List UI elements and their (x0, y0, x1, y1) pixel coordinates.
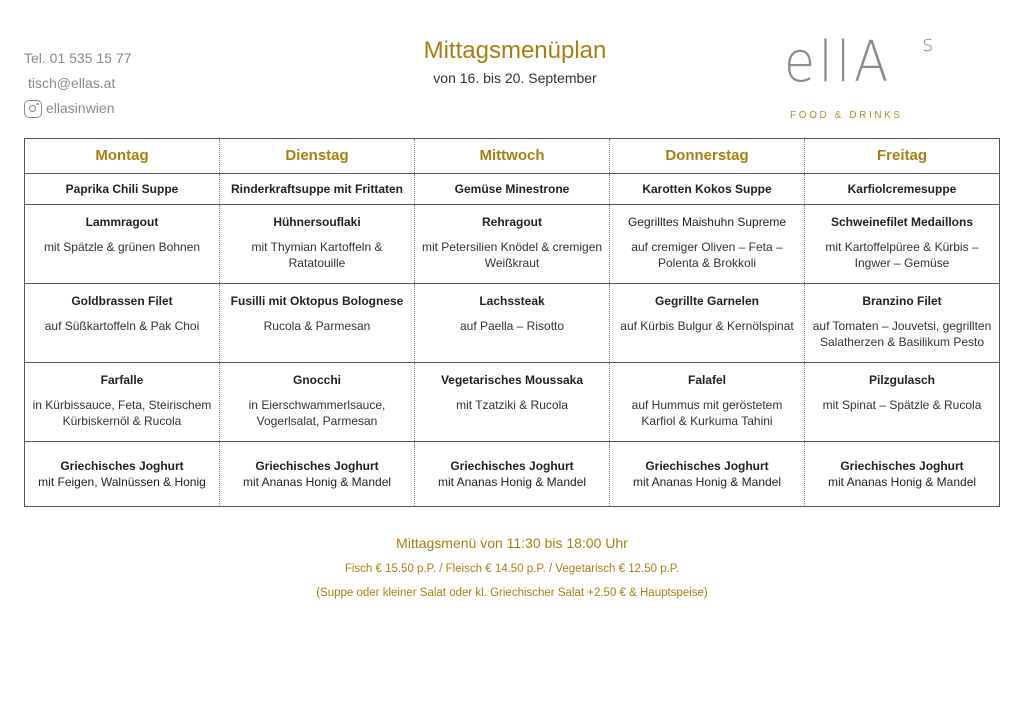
serving-hours: Mittagsmenü von 11:30 bis 18:00 Uhr (396, 535, 628, 551)
instagram-icon (24, 100, 42, 118)
dessert-description: mit Ananas Honig & Mandel (827, 475, 977, 489)
soup-cell: Karotten Kokos Suppe (610, 174, 805, 205)
dish-description: auf Paella – Risotto (459, 319, 565, 333)
dish-cell (220, 363, 415, 442)
dish-description: mit Spinat – Spätzle & Rucola (822, 398, 982, 412)
dish-cell (415, 284, 610, 363)
day-header-row (25, 139, 1000, 174)
dish-description: mit Tzatziki & Rucola (456, 398, 568, 412)
dish-cell (415, 205, 610, 284)
dish-cell (610, 284, 805, 363)
main-course-row (25, 284, 1000, 363)
dish-name: Rehragout (482, 215, 542, 229)
dish-description: auf Tomaten – Jouvetsi, gegrillten Salatherzen & Basilikum Pesto (812, 319, 992, 349)
dish-name: Gnocchi (292, 373, 341, 387)
dessert-name: Griechisches Joghurt (450, 459, 574, 473)
dish-description: mit Spätzle & grünen Bohnen (43, 240, 201, 254)
logo-tagline: FOOD & DRINKS (790, 110, 903, 121)
dish-description: in Kürbissauce, Feta, Steirischem Kürbiskernöl & Rucola (32, 398, 212, 428)
phone-number: Tel. 01 535 15 77 (24, 50, 132, 66)
contact-block (24, 46, 131, 121)
soup-cell: Rinderkraftsuppe mit Frittaten (220, 174, 415, 205)
dish-description: auf Süßkartoffeln & Pak Choi (44, 319, 200, 333)
dessert-name: Griechisches Joghurt (840, 459, 964, 473)
dish-cell (220, 284, 415, 363)
price-list: Fisch € 15.50 p.P. / Fleisch € 14.50 p.P. / Vegetarisch € 12.50 p.P. (344, 563, 680, 575)
dish-description: in Eierschwammerlsauce, Vogerlsalat, Parmesan (248, 398, 386, 428)
dessert-cell (25, 442, 220, 507)
dessert-name: Griechisches Joghurt (645, 459, 769, 473)
dish-cell (805, 284, 1000, 363)
dessert-cell (610, 442, 805, 507)
dessert-name: Griechisches Joghurt (60, 459, 184, 473)
dish-name: Goldbrassen Filet (71, 294, 173, 308)
dessert-description: mit Ananas Honig & Mandel (437, 475, 587, 489)
dish-description: Rucola & Parmesan (263, 319, 371, 333)
weekly-menu-table (24, 138, 1000, 507)
day-thursday: Donnerstag (610, 139, 805, 174)
dish-name: Pilzgulasch (868, 373, 936, 387)
ellas-logo (780, 28, 940, 128)
dessert-cell (220, 442, 415, 507)
date-range: von 16. bis 20. September (433, 70, 597, 86)
dish-name: Gegrilltes Maishuhn Supreme (627, 215, 787, 229)
dish-cell (610, 205, 805, 284)
dessert-cell (415, 442, 610, 507)
dish-cell (805, 205, 1000, 284)
dessert-name: Griechisches Joghurt (255, 459, 379, 473)
dish-name: Branzino Filet (862, 294, 942, 308)
dish-cell (415, 363, 610, 442)
logo-superscript: s (922, 32, 934, 57)
dish-cell (25, 284, 220, 363)
dish-description: mit Thymian Kartoffeln & Ratatouille (251, 240, 383, 270)
dish-description: mit Kartoffelpüree & Kürbis – Ingwer – Gemüse (825, 240, 979, 270)
main-course-row (25, 363, 1000, 442)
soup-row (25, 174, 1000, 205)
dish-name: Gegrillte Garnelen (654, 294, 760, 308)
page-title: Mittagsmenüplan (423, 37, 607, 64)
dish-cell (25, 363, 220, 442)
dish-name: Schweinefilet Medaillons (830, 215, 974, 229)
email-address: tisch@ellas.at (28, 75, 116, 91)
dish-cell (25, 205, 220, 284)
dish-cell (220, 205, 415, 284)
dish-name: Lachssteak (479, 294, 545, 308)
dish-name: Lammragout (85, 215, 159, 229)
dish-description: auf Kürbis Bulgur & Kernölspinat (620, 319, 794, 333)
dessert-cell (805, 442, 1000, 507)
dessert-description: mit Feigen, Walnüssen & Honig (38, 475, 206, 489)
dish-name: Vegetarisches Moussaka (440, 373, 584, 387)
menu-note: (Suppe oder kleiner Salat oder kl. Griechischer Salat +2.50 € & Hauptspeise) (316, 587, 708, 599)
dish-description: auf Hummus mit geröstetem Karfiol & Kurkuma Tahini (631, 398, 783, 428)
dish-name: Farfalle (100, 373, 144, 387)
day-wednesday: Mittwoch (415, 139, 610, 174)
dish-cell (610, 363, 805, 442)
instagram-row (24, 96, 131, 121)
dish-name: Fusilli mit Oktopus Bolognese (230, 294, 404, 308)
soup-cell: Gemüse Minestrone (415, 174, 610, 205)
day-tuesday: Dienstag (220, 139, 415, 174)
dish-name: Falafel (687, 373, 726, 387)
logo-wordmark: ellA (784, 30, 892, 95)
soup-cell: Karfiolcremesuppe (805, 174, 1000, 205)
day-monday: Montag (25, 139, 220, 174)
main-course-row (25, 205, 1000, 284)
title-block (340, 36, 690, 88)
dessert-description: mit Ananas Honig & Mandel (242, 475, 392, 489)
dessert-row (25, 442, 1000, 507)
soup-cell: Paprika Chili Suppe (25, 174, 220, 205)
dessert-description: mit Ananas Honig & Mandel (632, 475, 782, 489)
instagram-handle: ellasinwien (46, 100, 115, 116)
dish-description: mit Petersilien Knödel & cremigen Weißkraut (421, 240, 603, 270)
dish-description: auf cremiger Oliven – Feta – Polenta & Brokkoli (631, 240, 783, 270)
day-friday: Freitag (805, 139, 1000, 174)
dish-name: Hühnersouflaki (273, 215, 361, 229)
dish-cell (805, 363, 1000, 442)
